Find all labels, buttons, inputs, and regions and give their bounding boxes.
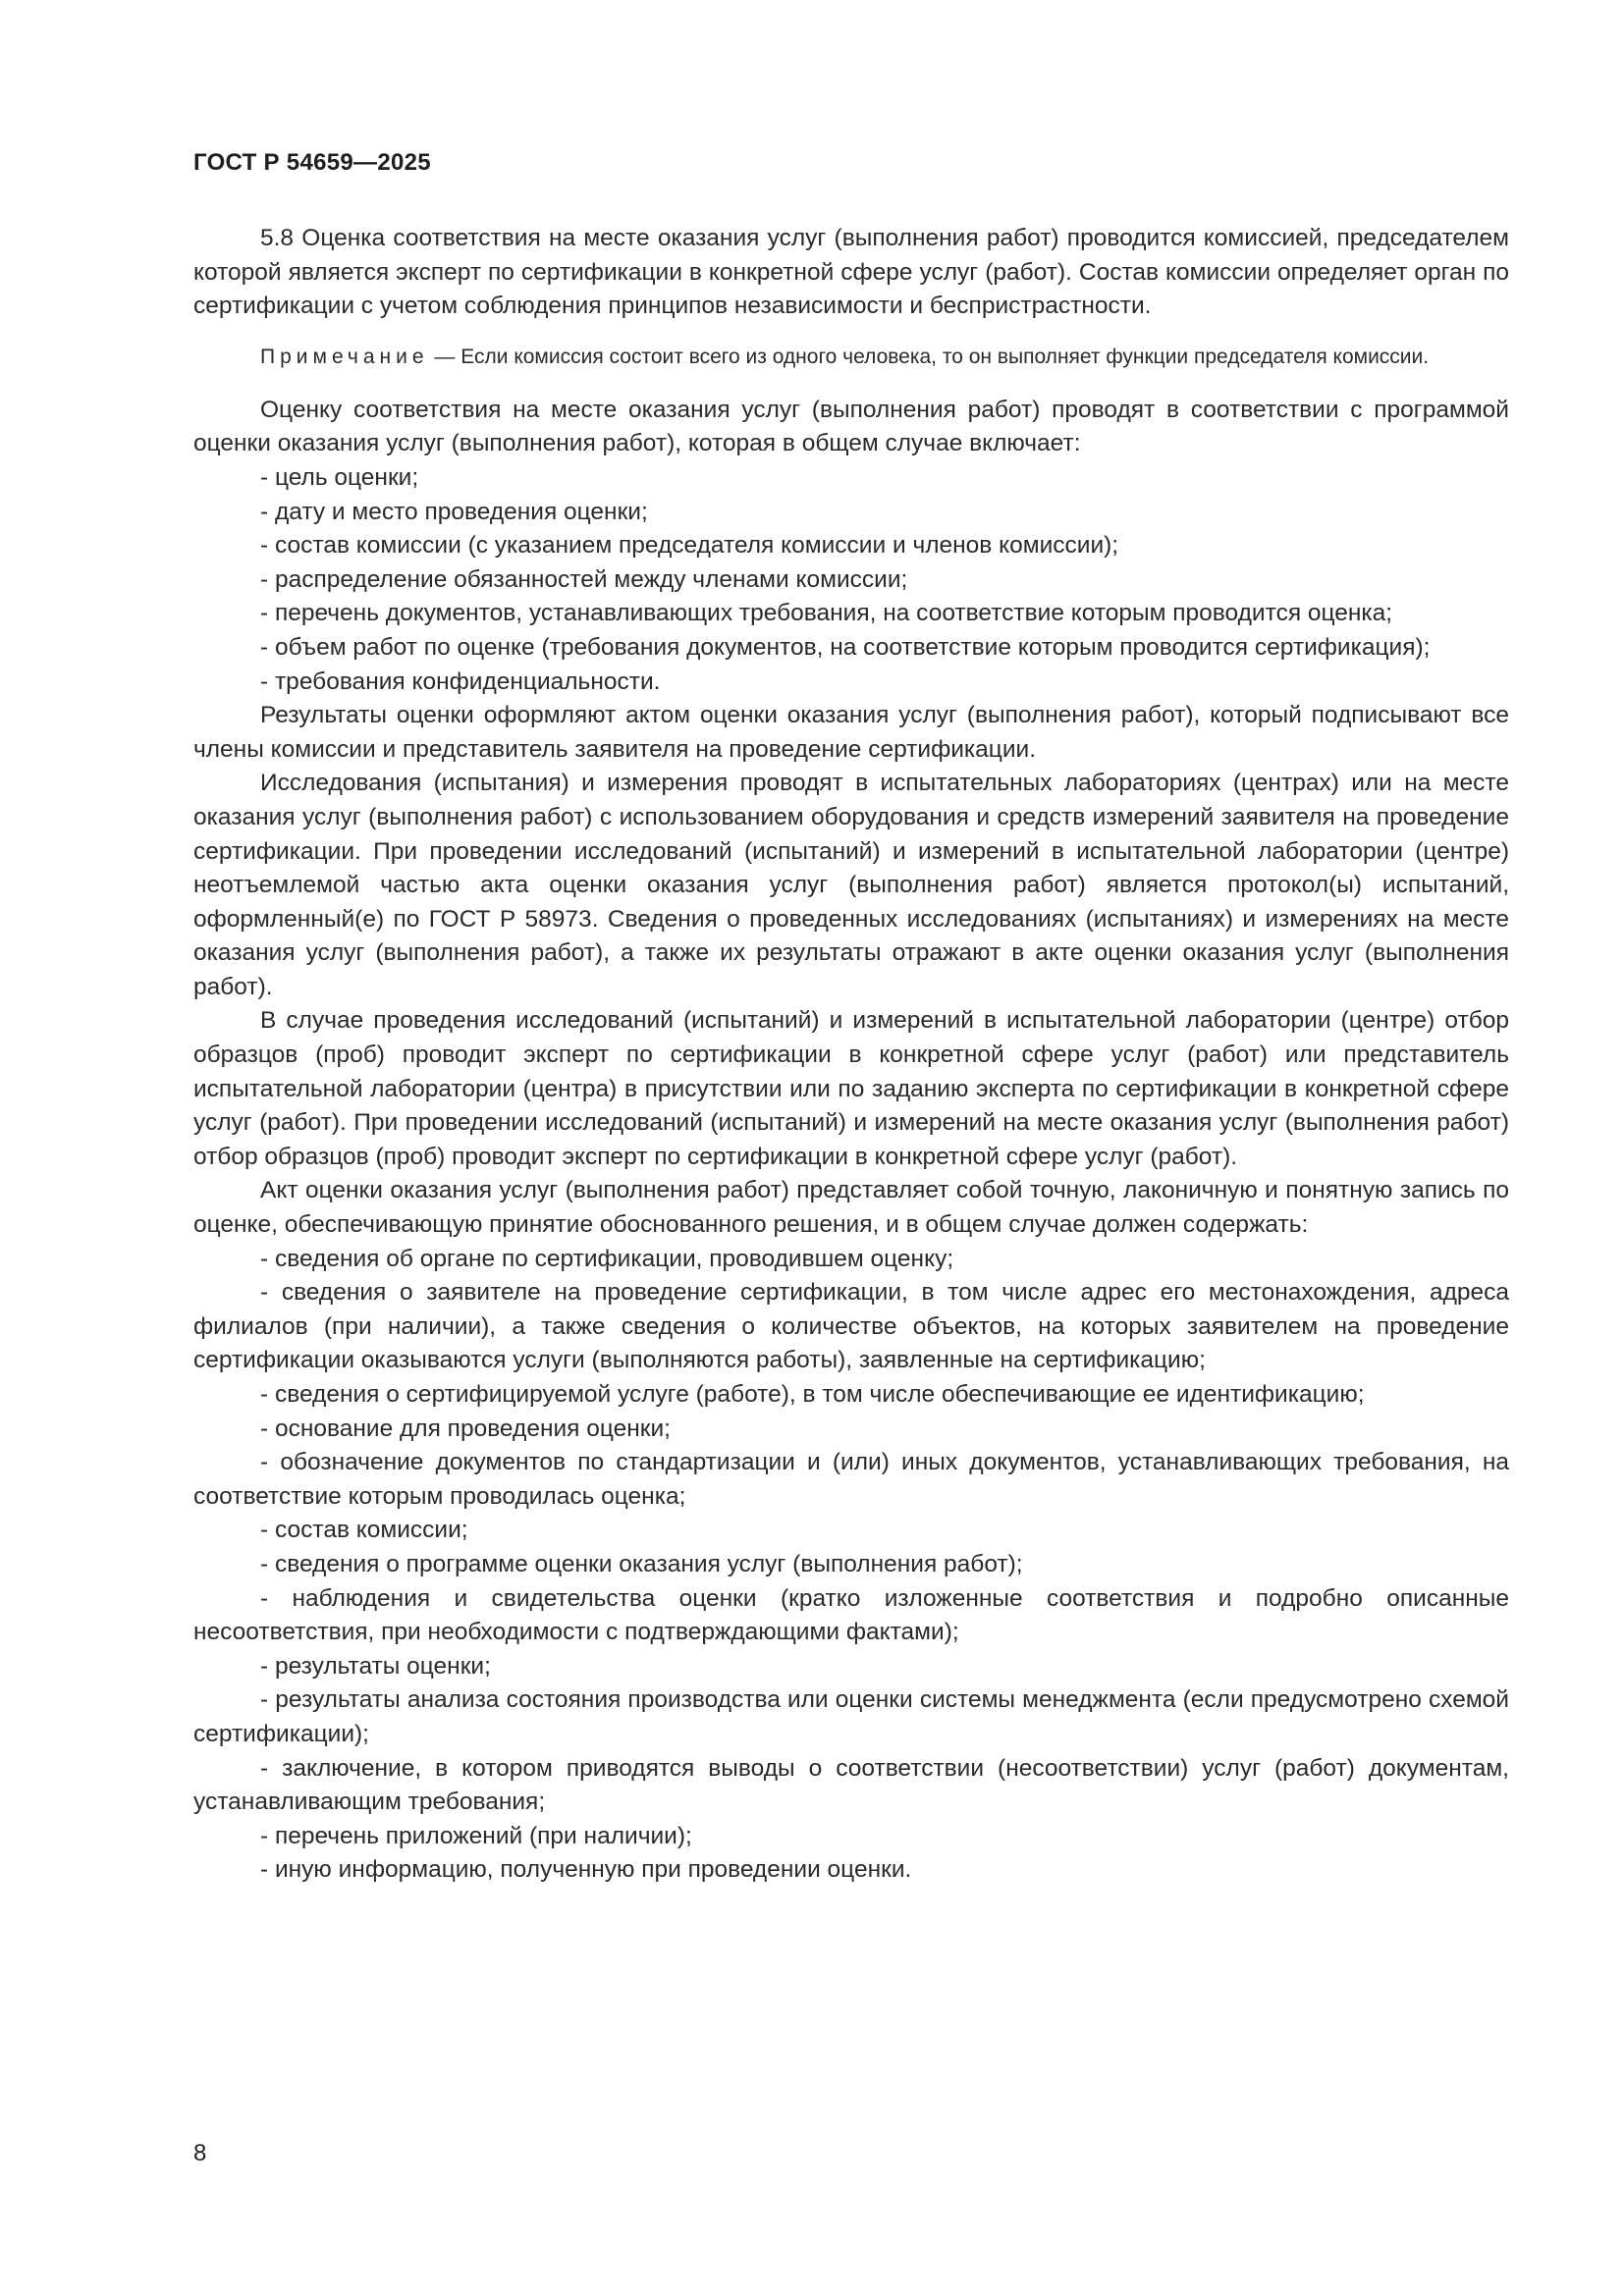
page-number: 8 [193, 2140, 207, 2166]
list-item: - дату и место проведения оценки; [260, 498, 648, 525]
list-item: - обозначение документов по стандартизации и (или) иных документов, устанавливающих требования, на соответствие которым проводилась оценка; [193, 1449, 1509, 1510]
list-item: - объем работ по оценке (требования документов, на соответствие которым проводится сертификация); [260, 633, 1431, 661]
list-item: - сведения об органе по сертификации, проводившем оценку; [260, 1245, 954, 1272]
list-item: - цель оценки; [260, 463, 419, 491]
list-item: - результаты анализа состояния производства или оценки системы менеджмента (если предусмотрено схемой сертификации); [193, 1686, 1509, 1747]
list-item: - распределение обязанностей между членами комиссии; [260, 565, 908, 593]
list-item: - перечень документов, устанавливающих требования, на соответствие которым проводится оценка; [260, 600, 1393, 627]
list-item: - состав комиссии (с указанием председателя комиссии и членов комиссии); [260, 532, 1119, 560]
paragraph-5-8: 5.8 Оценка соответствия на месте оказания услуг (выполнения работ) проводится комиссией, председателем которой является эксперт по сертификации в конкретной сфере услуг (работ). Состав комиссии определяет орган по сертификации с учетом соблюдения принципов независимости и беспристрастности. [193, 225, 1509, 320]
program-contents-list [193, 461, 1509, 699]
paragraph-research: Исследования (испытания) и измерения проводят в испытательных лабораториях (центрах) или на месте оказания услуг (выполнения работ) с использованием оборудования и средств измерений заявителя на проведение сертификации. При проведении исследований (испытаний) и измерений в испытательной лаборатории (центре) неотъемлемой частью акта оценки оказания услуг (выполнения работ) является протокол(ы) испытаний, оформленный(е) по ГОСТ Р 58973. Сведения о проведенных исследованиях (испытаниях) и измерениях на месте оказания услуг (выполнения работ), а также их результаты отражают в акте оценки оказания услуг (выполнения работ). [193, 770, 1509, 1000]
note-text: — Если комиссия состоит всего из одного человека, то он выполняет функции председателя комиссии. [428, 345, 1430, 368]
document-body [193, 222, 1509, 1888]
list-item: - заключение, в котором приводятся выводы о соответствии (несоответствии) услуг (работ) документам, устанавливающим требования; [193, 1754, 1509, 1816]
paragraph-assessment-act: Акт оценки оказания услуг (выполнения работ) представляет собой точную, лаконичную и понятную запись по оценке, обеспечивающую принятие обоснованного решения, и в общем случае должен содержать: [193, 1177, 1509, 1239]
paragraph-sampling: В случае проведения исследований (испытаний) и измерений в испытательной лаборатории (центре) отбор образцов (проб) проводит эксперт по сертификации в конкретной сфере услуг (работ) или представитель испытательной лаборатории (центра) в присутствии или по заданию эксперта по сертификации в конкретной сфере услуг (работ). При проведении исследований (испытаний) и измерений на месте оказания услуг (выполнения работ) отбор образцов (проб) проводит эксперт по сертификации в конкретной сфере услуг (работ). [193, 1007, 1509, 1170]
paragraph-program: Оценку соответствия на месте оказания услуг (выполнения работ) проводят в соответствии с программой оценки оказания услуг (выполнения работ), которая в общем случае включает: [193, 396, 1509, 457]
list-item: - перечень приложений (при наличии); [260, 1822, 692, 1849]
assessment-act-contents-list [193, 1243, 1509, 1888]
list-item: - наблюдения и свидетельства оценки (кратко изложенные соответствия и подробно описанные несоответствия, при необходимости с подтверждающими фактами); [193, 1584, 1509, 1646]
list-item: - состав комиссии; [260, 1517, 468, 1544]
list-item: - иную информацию, полученную при проведении оценки. [260, 1856, 912, 1884]
list-item: - сведения о сертифицируемой услуге (работе), в том числе обеспечивающие ее идентификацию; [260, 1381, 1365, 1408]
paragraph-results: Результаты оценки оформляют актом оценки оказания услуг (выполнения работ), который подписывают все члены комиссии и представитель заявителя на проведение сертификации. [193, 702, 1509, 763]
note [193, 342, 1509, 372]
note-label: Примечание [260, 345, 429, 368]
list-item: - сведения о программе оценки оказания услуг (выполнения работ); [260, 1550, 1023, 1577]
list-item: - требования конфиденциальности. [260, 667, 661, 695]
list-item: - сведения о заявителе на проведение сертификации, в том числе адрес его местонахождения, адреса филиалов (при наличии), а также сведения о количестве объектов, на которых заявителем на проведение сертификации оказываются услуги (выполняются работы), заявленные на сертификацию; [193, 1279, 1509, 1374]
list-item: - результаты оценки; [260, 1652, 491, 1680]
document-code-header: ГОСТ Р 54659—2025 [193, 149, 431, 176]
list-item: - основание для проведения оценки; [260, 1415, 671, 1442]
